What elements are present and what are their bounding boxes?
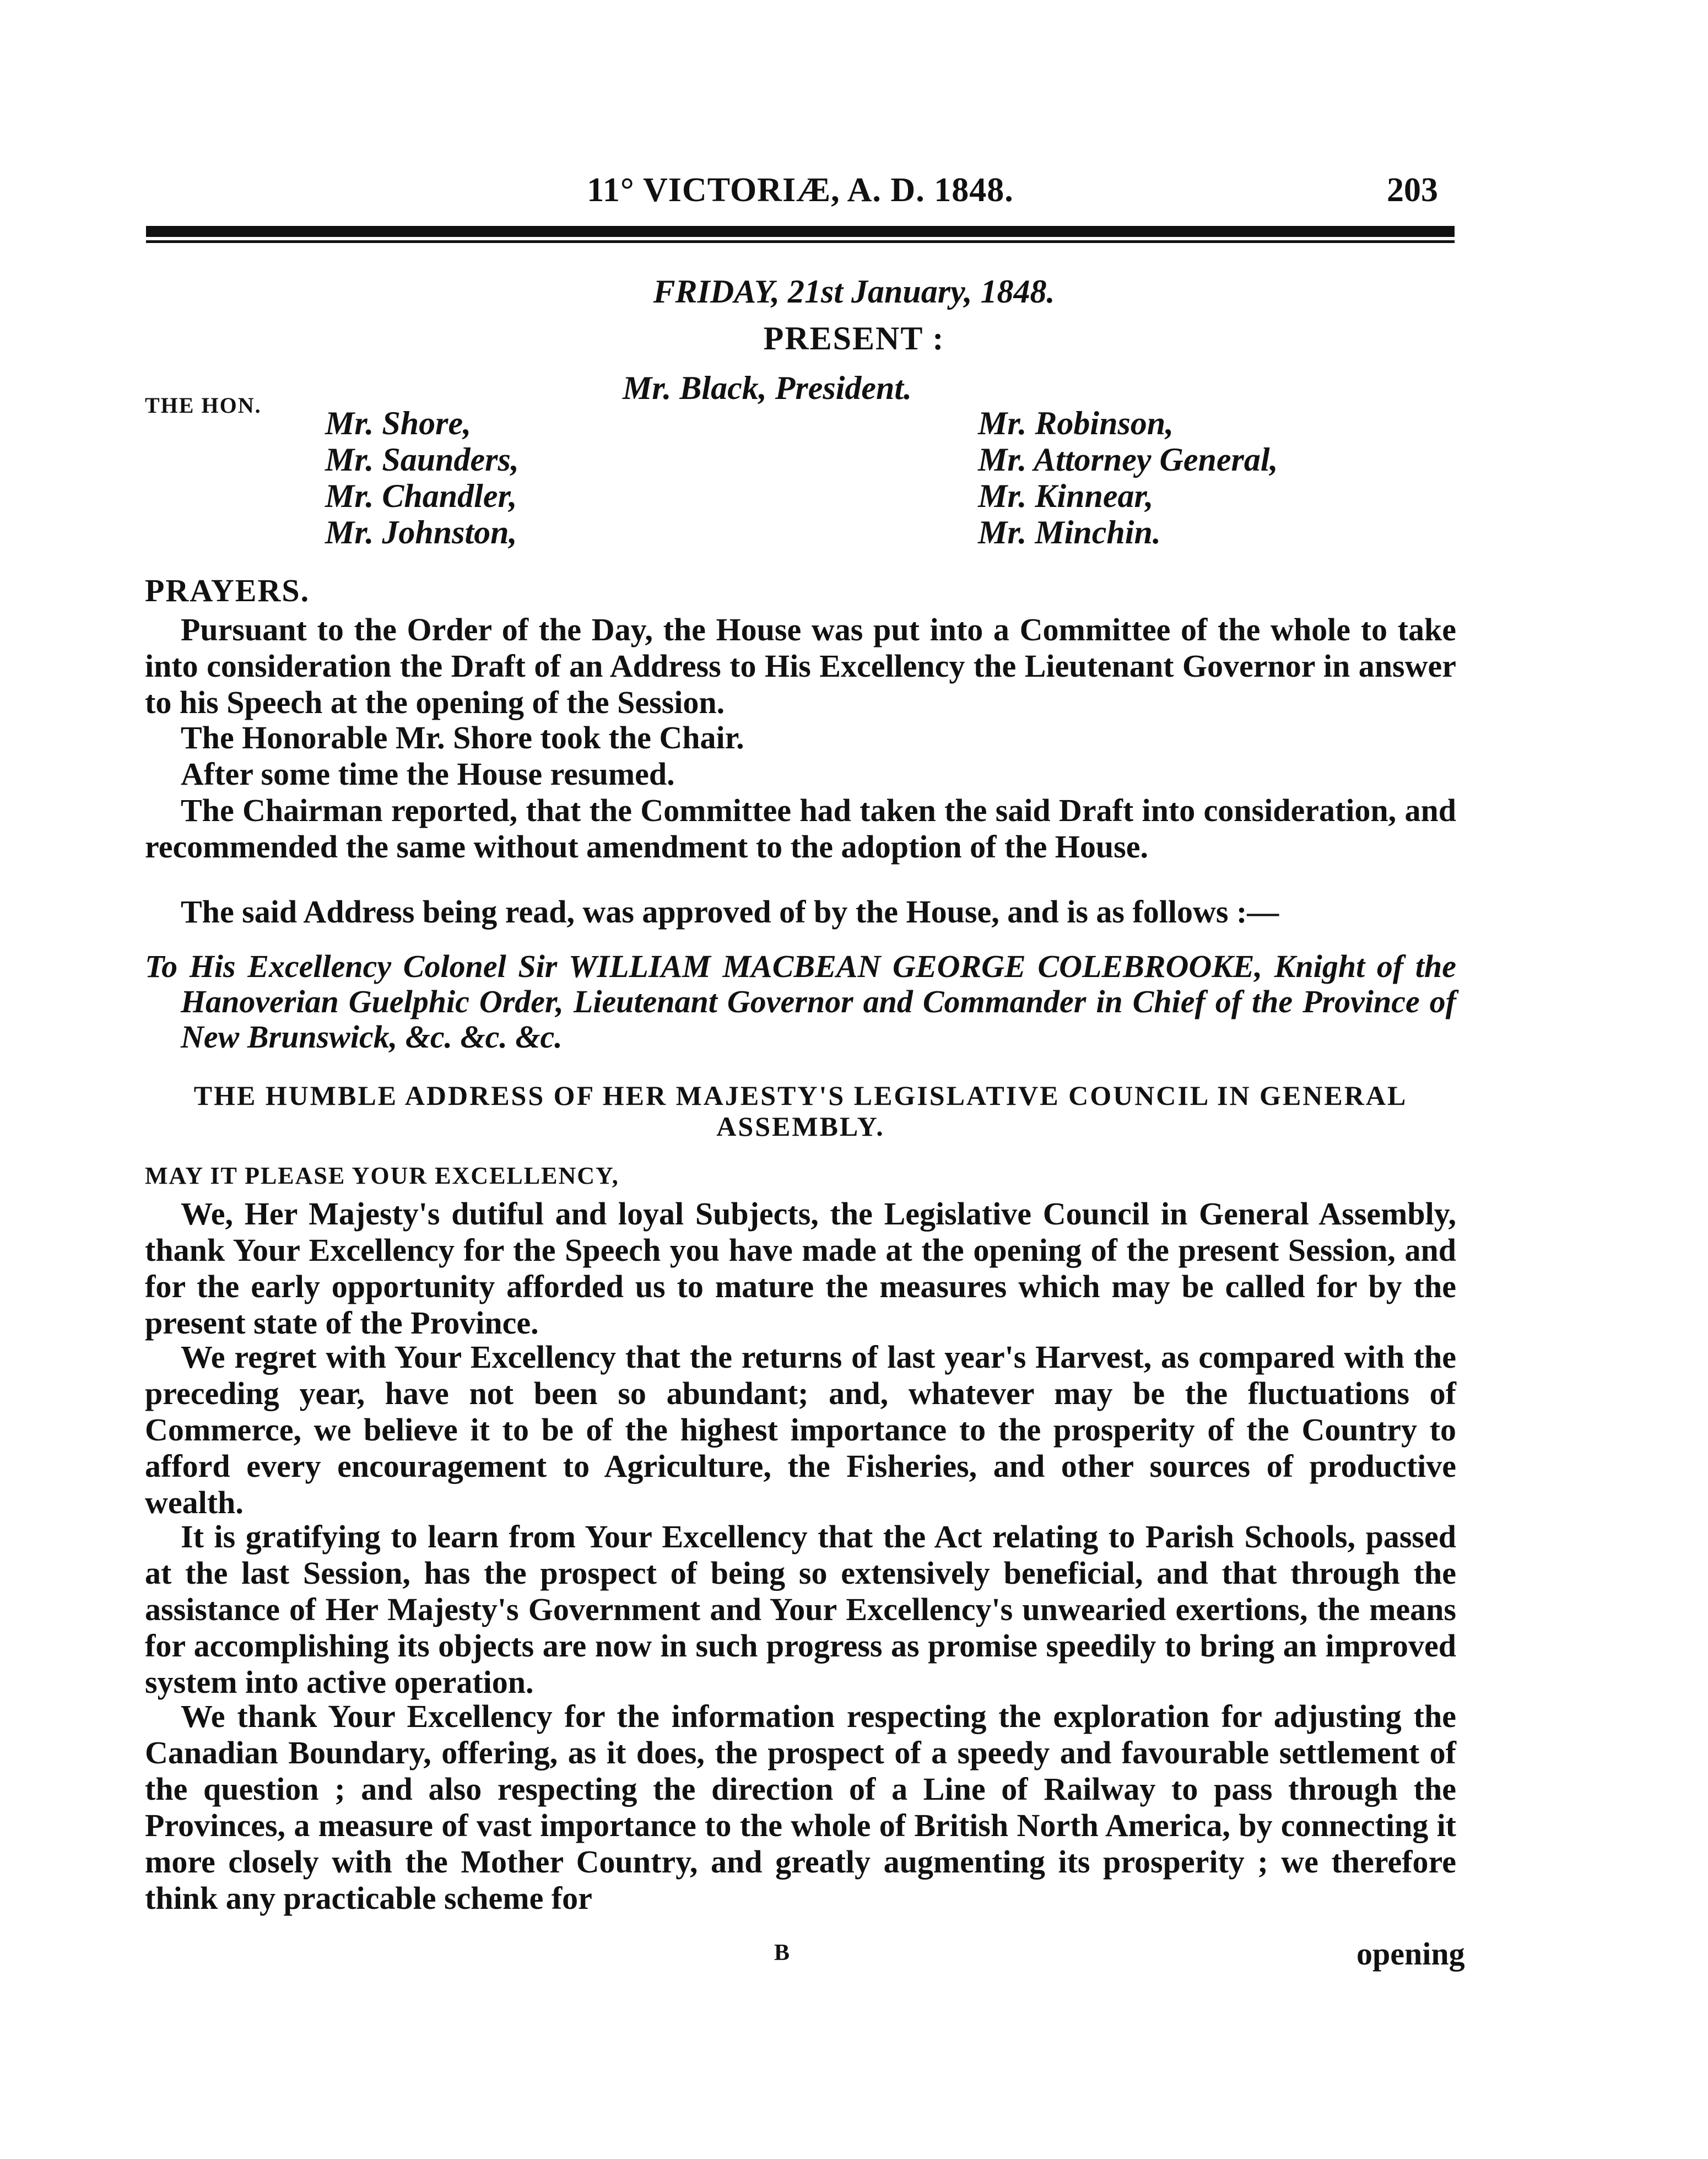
page-number: 203	[1387, 171, 1438, 209]
president-name: Mr. Black, President.	[623, 370, 912, 406]
member-name: Mr. Robinson,	[978, 405, 1174, 441]
member-name: Mr. Shore,	[325, 405, 472, 441]
salutation: MAY IT PLEASE YOUR EXCELLENCY,	[145, 1162, 619, 1189]
the-hon-label: THE HON.	[145, 393, 262, 418]
members-list-right	[978, 405, 1278, 550]
member-name: Mr. Johnston,	[325, 514, 517, 550]
header-rule-thin	[146, 240, 1455, 243]
address-title: THE HUMBLE ADDRESS OF HER MAJESTY'S LEGISLATIVE COUNCIL IN GENERAL ASSEMBLY.	[193, 1080, 1408, 1142]
prayers-heading: PRAYERS.	[145, 573, 310, 608]
proceedings-paragraph: After some time the House resumed.	[181, 756, 675, 792]
address-paragraph: We, Her Majesty's dutiful and loyal Subjects, the Legislative Council in General Assembly, thank Your Excellency for the Speech you have made at the opening of the present Session, and for the early opportunity afforded us to mature the measures which may be called for by the present state of the Province.	[145, 1196, 1456, 1341]
member-name: Mr. Minchin.	[978, 514, 1161, 550]
present-heading: PRESENT :	[763, 320, 945, 357]
member-name: Mr. Chandler,	[325, 478, 517, 514]
proceedings-paragraph: The Chairman reported, that the Committee had taken the said Draft into consideration, and recommended the same without amendment to the adoption of the House.	[145, 792, 1456, 865]
catchword: opening	[1356, 1936, 1465, 1972]
member-name: Mr. Kinnear,	[978, 478, 1154, 514]
proceedings-paragraph: The Honorable Mr. Shore took the Chair.	[181, 720, 744, 755]
running-title: 11° VICTORIÆ, A. D. 1848.	[587, 171, 1014, 209]
page-header	[146, 171, 1455, 220]
header-rule-thick	[146, 226, 1455, 237]
address-paragraph: We thank Your Excellency for the information respecting the exploration for adjusting the Canadian Boundary, offering, as it does, the prospect of a speedy and favourable settlement of the question ; and also respecting the direction of a Line of Railway to pass through the Provinces, a measure of vast importance to the whole of British North America, by connecting it more closely with the Mother Country, and greatly augmenting its prosperity ; we therefore think any practicable scheme for	[145, 1698, 1456, 1916]
address-paragraph: It is gratifying to learn from Your Excellency that the Act relating to Parish Schools, passed at the last Session, has the prospect of being so extensively beneficial, and that through the assistance of Her Majesty's Government and Your Excellency's unwearied exertions, the means for accomplishing its objects are now in such progress as promise speedily to bring an improved system into active operation.	[145, 1519, 1456, 1700]
signature-mark: B	[774, 1940, 790, 1966]
address-recipient: To His Excellency Colonel Sir WILLIAM MACBEAN GEORGE COLEBROOKE, Knight of the Hanoverian Guelphic Order, Lieutenant Governor and Commander in Chief of the Province of New Brunswick, &c. &c. &c.	[145, 948, 1456, 1055]
member-name: Mr. Attorney General,	[978, 441, 1278, 478]
member-name: Mr. Saunders,	[325, 441, 519, 478]
sitting-date: FRIDAY, 21st January, 1848.	[653, 273, 1055, 310]
proceedings-paragraph: Pursuant to the Order of the Day, the House was put into a Committee of the whole to take into consideration the Draft of an Address to His Excellency the Lieutenant Governor in answer to his Speech at the opening of the Session.	[145, 612, 1456, 720]
proceedings-paragraph: The said Address being read, was approved of by the House, and is as follows :—	[181, 894, 1279, 930]
address-paragraph: We regret with Your Excellency that the returns of last year's Harvest, as compared with the preceding year, have not been so abundant; and, whatever may be the fluctuations of Commerce, we believe it to be of the highest importance to the prosperity of the Country to afford every encouragement to Agriculture, the Fisheries, and other sources of productive wealth.	[145, 1339, 1456, 1520]
members-list-left	[325, 405, 519, 550]
